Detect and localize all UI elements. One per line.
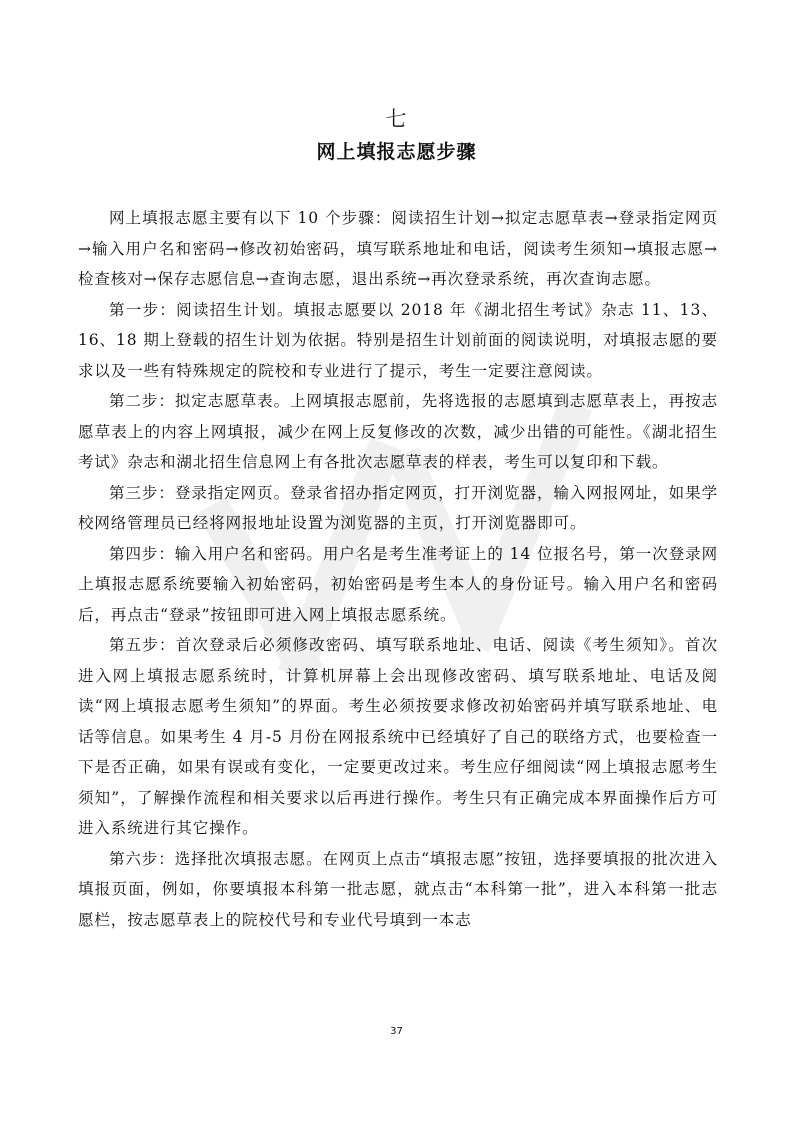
paragraph-step-3: 第三步：登录指定网页。登录省招办指定网页，打开浏览器，输入网报网址，如果学校网络管理员已经将网报地址设置为浏览器的主页，打开浏览器即可。 [78,483,718,532]
paragraph-step-1: 第一步：阅读招生计划。填报志愿要以 2018 年《湖北招生考试》杂志 11、13、16、18 期上登载的招生计划为依据。特别是招生计划前面的阅读说明，对填报志愿的要求以及一些有特殊规定的院校和专业进行了提示，考生一定要注意阅读。 [78,300,718,380]
chapter-number: 七 [385,107,408,131]
page-number: 37 [390,1026,403,1037]
paragraph-intro: 网上填报志愿主要有以下 10 个步骤：阅读招生计划→拟定志愿草表→登录指定网页→输入用户名和密码→修改初始密码，填写联系地址和电话，阅读考生须知→填报志愿→检查核对→保存志愿信息→查询志愿，退出系统→再次登录系统，再次查询志愿。 [78,209,718,288]
paragraph-step-6: 第六步：选择批次填报志愿。在网页上点击“填报志愿”按钮，选择要填报的批次进入填报页面，例如，你要填报本科第一批志愿，就点击“本科第一批”，进入本科第一批志愿栏，按志愿草表上的院校代号和专业代号填到一本志 [78,849,718,929]
paragraph-step-5: 第五步：首次登录后必须修改密码、填写联系地址、电话、阅读《考生须知》。首次进入网上填报志愿系统时，计算机屏幕上会出现修改密码、填写联系地址、电话及阅读“网上填报志愿考生须知”的界面。考生必须按要求修改初始密码并填写联系地址、电话等信息。如果考生 4 月-5 月份在网报系统中已经填好了自己的联络方式，也要检查一下是否正确，如果有误或有变化，一定要更改过来。考生应仔细阅读“网上填报志愿考生须知”，了解操作流程和相关要求以后再进行操作。考生只有正确完成本界面操作后方可进入系统进行其它操作。 [78,636,718,837]
paragraph-step-2: 第二步：拟定志愿草表。上网填报志愿前，先将选报的志愿填到志愿草表上，再按志愿草表上的内容上网填报，减少在网上反复修改的次数，减少出错的可能性。《湖北招生考试》杂志和湖北招生信息网上有各批次志愿草表的样表，考生可以复印和下载。 [78,392,718,471]
document-body [78,203,718,935]
chapter-title: 网上填报志愿步骤 [316,141,477,163]
paragraph-step-4: 第四步：输入用户名和密码。用户名是考生准考证上的 14 位报名号，第一次登录网上填报志愿系统要输入初始密码，初始密码是考生本人的身份证号。输入用户名和密码后，再点击“登录”按钮即可进入网上填报志愿系统。 [78,544,718,624]
